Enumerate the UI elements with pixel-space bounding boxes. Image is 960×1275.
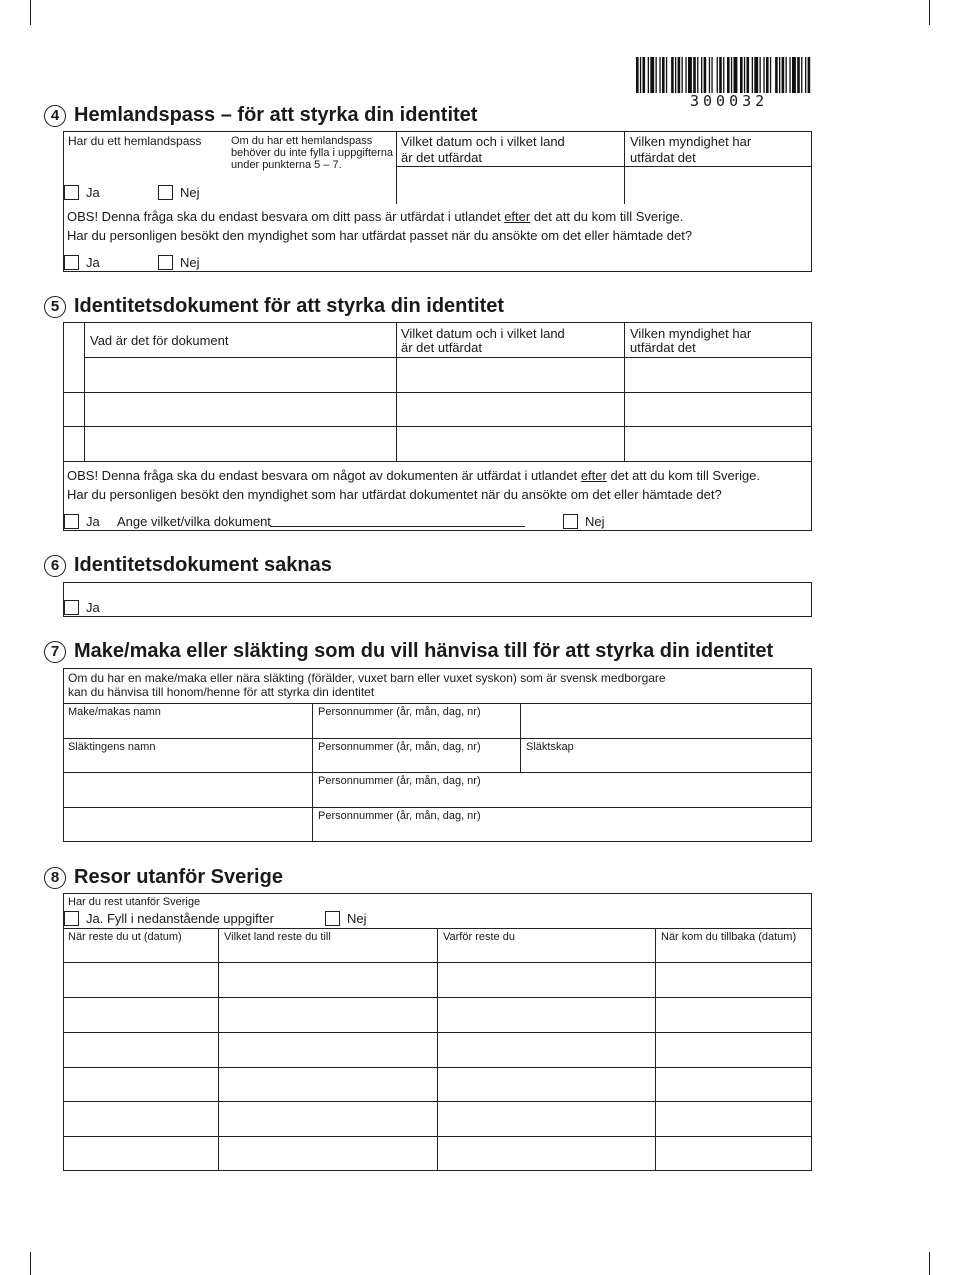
nej-checkbox[interactable]	[158, 185, 173, 200]
note-line: under punkterna 5 – 7.	[231, 159, 342, 171]
column-header: När reste du ut (datum)	[68, 931, 182, 943]
column-header: Varför reste du	[443, 931, 515, 943]
section-title: Make/maka eller släkting som du vill hänvisa till för att styrka din identitet	[74, 640, 774, 662]
travel-question: Har du rest utanför Sverige	[68, 896, 201, 908]
column-header: Vilket datum och i vilket land	[401, 326, 565, 341]
section-number: 5	[44, 296, 66, 318]
crop-mark	[929, 0, 930, 25]
column-header: Vilken myndighet har	[630, 134, 752, 149]
section-title: Identitetsdokument saknas	[74, 554, 332, 576]
section-number: 8	[44, 867, 66, 889]
section-number: 7	[44, 641, 66, 663]
section-title: Hemlandspass – för att styrka din identitet	[74, 104, 478, 126]
note-line: Om du har ett hemlandspass	[231, 135, 373, 147]
which-document-line[interactable]	[270, 526, 525, 527]
column-header: utfärdat det	[630, 340, 696, 355]
visit-question: Har du personligen besökt den myndighet som har utfärdat dokumentet när du ansökte om det eller hämtade det?	[67, 487, 722, 502]
ja-checkbox[interactable]	[64, 600, 79, 615]
ja-checkbox[interactable]	[64, 911, 79, 926]
ja-label: Ja	[86, 600, 100, 615]
obs-note: OBS! Denna fråga ska du endast besvara om ditt pass är utfärdat i utlandet efter det att du kom till Sverige.	[67, 209, 684, 224]
have-passport-label: Har du ett hemlandspass	[68, 134, 202, 148]
ja-label: Ja	[86, 185, 100, 200]
kinship-label: Släktskap	[526, 741, 574, 753]
nej-checkbox[interactable]	[563, 514, 578, 529]
personnummer-label: Personnummer (år, mån, dag, nr)	[318, 741, 481, 753]
ja-label: Ja. Fyll i nedanstående uppgifter	[86, 911, 274, 926]
intro-line: Om du har en make/maka eller nära släkting (förälder, vuxet barn eller vuxet syskon) som är svensk medborgare	[68, 671, 666, 685]
column-header: När kom du tillbaka (datum)	[661, 931, 797, 943]
obs-note: OBS! Denna fråga ska du endast besvara om något av dokumenten är utfärdat i utlandet efter det att du kom till Sverige.	[67, 468, 761, 483]
section-title: Identitetsdokument för att styrka din identitet	[74, 295, 505, 317]
which-document-label: Ange vilket/vilka dokument	[117, 514, 271, 529]
ja-label: Ja	[86, 514, 100, 529]
nej-label: Nej	[180, 185, 200, 200]
column-header: Vad är det för dokument	[90, 333, 229, 348]
section-number: 6	[44, 555, 66, 577]
section-title: Resor utanför Sverige	[74, 866, 283, 888]
crop-mark	[30, 0, 31, 25]
crop-mark	[30, 1252, 31, 1275]
column-header: Vilken myndighet har	[630, 326, 752, 341]
ja-checkbox[interactable]	[64, 185, 79, 200]
intro-line: kan du hänvisa till honom/henne för att styrka din identitet	[68, 685, 375, 699]
nej-label: Nej	[585, 514, 605, 529]
column-header: Vilket land reste du till	[224, 931, 331, 943]
personnummer-label: Personnummer (år, mån, dag, nr)	[318, 775, 481, 787]
ja-checkbox[interactable]	[64, 255, 79, 270]
nej-checkbox[interactable]	[325, 911, 340, 926]
nej-label: Nej	[180, 255, 200, 270]
relative-name-label: Släktingens namn	[68, 741, 156, 753]
nej-checkbox[interactable]	[158, 255, 173, 270]
personnummer-label: Personnummer (år, mån, dag, nr)	[318, 706, 481, 718]
column-header: utfärdat det	[630, 150, 696, 165]
personnummer-label: Personnummer (år, mån, dag, nr)	[318, 810, 481, 822]
column-header: är det utfärdat	[401, 340, 482, 355]
barcode-number: 300032	[690, 92, 769, 110]
column-header: är det utfärdat	[401, 150, 482, 165]
nej-label: Nej	[347, 911, 367, 926]
section-number: 4	[44, 105, 66, 127]
section-6-frame	[63, 582, 812, 617]
ja-checkbox[interactable]	[64, 514, 79, 529]
ja-label: Ja	[86, 255, 100, 270]
column-header: Vilket datum och i vilket land	[401, 134, 565, 149]
barcode	[636, 57, 812, 93]
spouse-name-label: Make/makas namn	[68, 706, 161, 718]
visit-question: Har du personligen besökt den myndighet som har utfärdat passet när du ansökte om det eller hämtade det?	[67, 228, 693, 243]
crop-mark	[929, 1252, 930, 1275]
note-line: behöver du inte fylla i uppgifterna	[231, 147, 394, 159]
